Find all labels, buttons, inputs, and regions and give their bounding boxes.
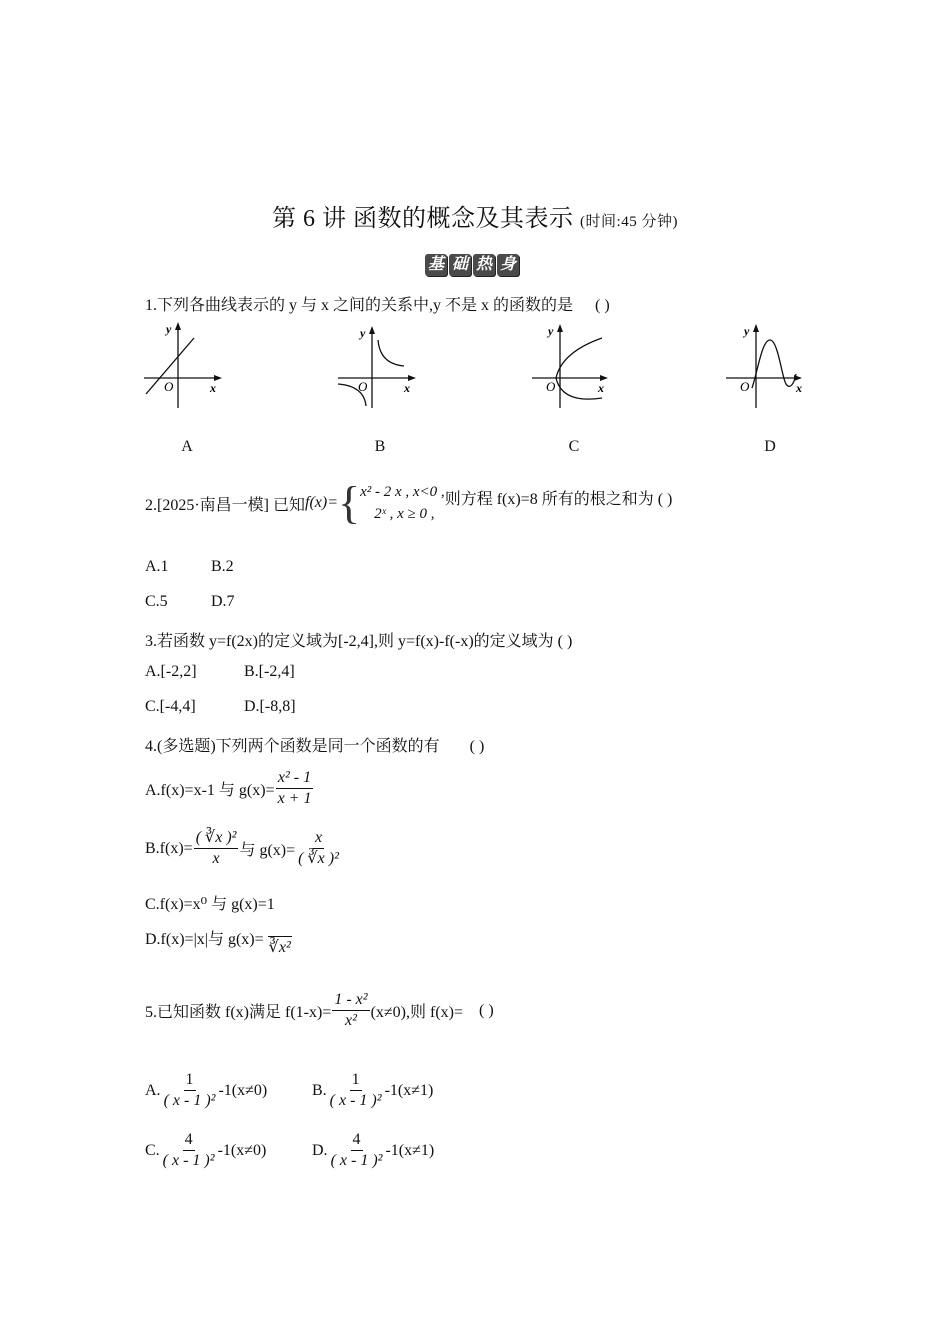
q2-option-c: C.5 (145, 593, 168, 610)
option-label-b: B (374, 438, 386, 455)
axis-y-label: y (548, 324, 554, 338)
graph-d (722, 318, 812, 413)
q3-option-d: D.[-8,8] (244, 698, 296, 715)
fraction: $\frac{4}{\text{( x - 1 )²}}$ (330, 1131, 383, 1169)
option-label-d: D (764, 438, 776, 455)
piecewise-cases: x² - 2 x , x<0 , 2ˣ , x ≥ 0 , (360, 484, 445, 522)
q5-option-d: D. $\frac{4}{\text{( x - 1 )²}}$ -1(x≠1) (312, 1131, 435, 1169)
q2-option-d: D.7 (211, 593, 235, 610)
q5-option-a: A. $\frac{1}{\text{( x - 1 )²}}$ -1(x≠0) (145, 1071, 268, 1109)
axis-y-label: y (166, 322, 172, 336)
section-banner (425, 254, 519, 276)
q3-option-c: C.[-4,4] (145, 698, 196, 715)
origin-label: O (546, 379, 556, 394)
axis-y-label: y (360, 326, 366, 340)
origin-label: O (740, 379, 750, 394)
graph-a (140, 318, 230, 413)
axis-x-label: x (404, 381, 410, 395)
q4-option-d: D.f(x)=|x|与 g(x)= ∛x² (145, 931, 291, 956)
fraction: $\frac{x}{\text{( ∛x )²}}$ (298, 829, 339, 867)
banner-char: 础 (449, 254, 471, 276)
axis-x-label: x (210, 381, 216, 395)
fraction: $\frac{4}{\text{( x - 1 )²}}$ (162, 1131, 215, 1169)
banner-char: 身 (497, 254, 519, 276)
fraction: $\frac{\text{x² - 1}}{x + 1}$ (277, 769, 312, 807)
q5-option-c: C. $\frac{4}{\text{( x - 1 )²}}$ -1(x≠0) (145, 1131, 267, 1169)
graph-b (334, 318, 424, 413)
q4-option-c: C.f(x)=x⁰ 与 g(x)=1 (145, 896, 275, 913)
fraction: $\frac{\text{1 - x²}}{\text{x²}}$ (334, 991, 368, 1029)
q2-option-a: A.1 (145, 558, 169, 575)
option-label-c: C (568, 438, 580, 455)
graph-c (528, 318, 618, 413)
axis-y-label: y (744, 324, 750, 338)
q2-stem: 2.[2025·南昌一模] 已知 f(x)= { x² - 2 x , x<0 , 2ˣ , x ≥ 0 , 则方程 f(x)=8 所有的根之和为 ( ) (145, 477, 673, 528)
origin-label: O (164, 379, 174, 394)
q2-option-b: B.2 (211, 558, 234, 575)
fraction: $\frac{1}{\text{( x - 1 )²}}$ (163, 1071, 216, 1109)
fraction: $\frac{\text{( ∛x )²}}{x}$ (195, 829, 237, 867)
banner-char: 基 (425, 254, 447, 276)
q4-stem: 4.(多选题)下列两个函数是同一个函数的有 ( ) (145, 738, 485, 755)
page-title (0, 198, 950, 233)
piecewise-brace: { (338, 477, 361, 528)
q3-option-b: B.[-2,4] (244, 663, 295, 680)
title-time: (时间:45 分钟) (580, 214, 678, 230)
title-main: 第 6 讲 函数的概念及其表示 (272, 206, 574, 232)
q4-option-a: A.f(x)=x-1 与 g(x)= $\frac{\text{x² - 1}}{x + 1}$ (145, 769, 312, 807)
origin-label: O (358, 379, 368, 394)
q4-option-b: B.f(x)= $\frac{\text{( ∛x )²}}{x}$ 与 g(x)= $\frac{x}{\text{( ∛x )²}}$ (145, 829, 339, 867)
axis-x-label: x (796, 381, 802, 395)
banner-char: 热 (473, 254, 495, 276)
q5-option-b: B. $\frac{1}{\text{( x - 1 )²}}$ -1(x≠1) (312, 1071, 434, 1109)
q3-option-a: A.[-2,2] (145, 663, 197, 680)
q3-stem: 3.若函数 y=f(2x)的定义域为[-2,4],则 y=f(x)-f(-x)的定义域为 ( ) (145, 633, 573, 650)
q1-stem: 1.下列各曲线表示的 y 与 x 之间的关系中,y 不是 x 的函数的是 ( ) (145, 297, 610, 314)
axis-x-label: x (598, 381, 604, 395)
radical: ∛x² (268, 936, 292, 957)
q5-stem: 5.已知函数 f(x)满足 f(1-x)= $\frac{\text{1 - x²}}{\text{x²}}$ (x≠0),则 f(x)= ( ) (145, 991, 494, 1029)
option-label-a: A (181, 438, 193, 455)
fraction: $\frac{1}{\text{( x - 1 )²}}$ (329, 1071, 382, 1109)
